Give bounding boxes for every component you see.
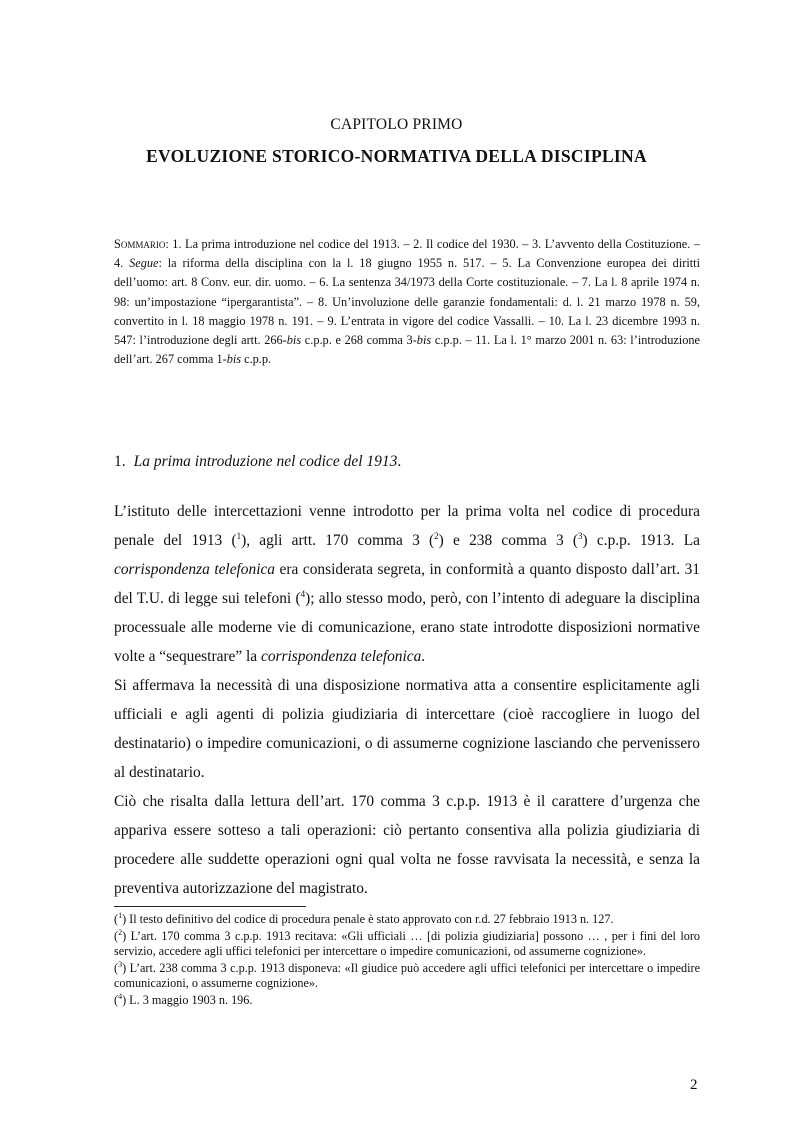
paragraph: Ciò che risalta dalla lettura dell’art. 170 comma 3 c.p.p. 1913 è il carattere d’urgenza che appariva essere sotteso a tali operazioni: ciò pertanto consentiva alla polizia giudiziaria di procedere alle suddette operazioni ogni qual volta ne fosse ravvisata la necessità, e senza la preventiva autorizzazione del magistrato. xyxy=(114,793,700,897)
text-run: ) e 238 comma 3 ( xyxy=(438,532,579,549)
footnote: ($^4$) L. 3 maggio 1903 n. 196. xyxy=(114,991,253,1007)
footnote: ($^3$) L’art. 238 comma 3 c.p.p. 1913 disponeva: «Il giudice può accedere agli uffici telefonici per intercettare o impedire comunicazioni, o assumerne cognizione». xyxy=(114,959,700,990)
footnote-ref[interactable]: 2 xyxy=(434,531,439,541)
summary-text: : 1. La prima introduzione nel codice del 1913. – 2. Il codice del 1930. – 3. L’avvento della Costituzione. – 4. xyxy=(114,237,700,271)
section-title-end: . xyxy=(397,453,402,470)
section-number: 1. xyxy=(114,453,126,470)
footnote-text: Il testo definitivo del codice di procedura penale è stato approvato con r.d. 27 febbraio 1913 n. 127. xyxy=(126,912,614,926)
footnote-number: 3 xyxy=(118,959,123,969)
text-run: era considerata segreta, in conformità a quanto disposto dall’art. 31 del T.U. di legge sui telefoni ( xyxy=(114,561,700,607)
chapter-summary xyxy=(114,235,700,369)
section-heading xyxy=(114,453,401,471)
italic-term: corrispondenza telefonica xyxy=(114,561,275,578)
chapter-title: EVOLUZIONE STORICO-NORMATIVA DELLA DISCIPLINA xyxy=(146,146,647,166)
footnote-ref[interactable]: 4 xyxy=(300,589,306,599)
footnote: ($^2$) L’art. 170 comma 3 c.p.p. 1913 recitava: «Gli ufficiali … [di polizia giudiziaria] possono … , per i fini del loro servizio, accedere agli uffici telefonici per intercettare o impedire comunicazioni, od assumerne cognizione». xyxy=(114,927,700,958)
text-run: ), agli artt. 170 comma 3 ( xyxy=(241,532,435,549)
body-text xyxy=(114,497,700,903)
footnote-separator xyxy=(114,906,306,907)
summary-text: c.p.p. xyxy=(241,352,272,367)
text-run: ) c.p.p. 1913. La xyxy=(582,532,701,549)
summary-text: : la riforma della disciplina con la l. 18 giugno 1955 n. 517. – 5. La Convenzione europea dei diritti dell’uomo: art. 8 Conv. eur. dir. uomo. – 6. La sentenza 34/1973 della Corte costituzionale. – 7. La l. 8 aprile 1974 n. 98: un’impostazione “ipergarantista”. – 8. Un’involuzione delle garanzie fondamentali: d. l. 21 marzo 1978 n. 59, convertito in l. 18 maggio 1978 n. 191. – 9. L’entrata in vigore del codice Vassalli. – 10. La l. 23 dicembre 1993 n. 547: l’introduzione degli artt. 266- xyxy=(114,256,701,348)
summary-text: c.p.p. e 268 comma 3- xyxy=(301,333,417,348)
footnote-ref[interactable]: 1 xyxy=(236,531,242,541)
footnote: ($^1$) Il testo definitivo del codice di procedura penale è stato approvato con r.d. 27 febbraio 1913 n. 127. xyxy=(114,911,614,926)
footnote-number: 4 xyxy=(118,991,123,1001)
text-run: L’istituto delle intercettazioni venne introdotto per la prima volta nel codice di procedura penale del 1913 ( xyxy=(114,503,700,549)
paragraph xyxy=(114,497,700,671)
summary-italic: bis xyxy=(286,333,302,348)
footnote-number: 2 xyxy=(118,927,123,937)
footnotes xyxy=(114,912,700,1009)
summary-italic: bis xyxy=(416,333,432,348)
summary-italic: bis xyxy=(226,352,242,367)
summary-label: Sommario xyxy=(114,237,166,251)
text-run: ); allo stesso modo, però, con l’intento di adeguare la disciplina processuale alle moderne vie di comunicazione, erano state introdotte disposizioni normative volte a “sequestrare” la xyxy=(114,590,700,665)
text-run: . xyxy=(421,648,426,665)
summary-italic: Segue xyxy=(129,256,159,271)
chapter-label: CAPITOLO PRIMO xyxy=(330,116,463,133)
footnote-number: 1 xyxy=(118,911,123,920)
summary-text: c.p.p. – 11. La l. 1° marzo 2001 n. 63: l’introduzione dell’art. 267 comma 1- xyxy=(114,333,700,367)
footnote-text: L’art. 238 comma 3 c.p.p. 1913 disponeva: «Il giudice può accedere agli uffici telefonici per intercettare o impedire comunicazioni, o assumerne cognizione». xyxy=(114,960,700,990)
section-title: La prima introduzione nel codice del 1913 xyxy=(133,453,398,470)
footnote-text: L’art. 170 comma 3 c.p.p. 1913 recitava: «Gli ufficiali … [di polizia giudiziaria] possono … , per i fini del loro servizio, accedere agli uffici telefonici per intercettare o impedire comunicazioni, od assumerne cognizione». xyxy=(114,928,700,958)
footnote-text: L. 3 maggio 1903 n. 196. xyxy=(126,992,253,1007)
italic-term: corrispondenza telefonica xyxy=(261,648,422,665)
paragraph: Si affermava la necessità di una disposizione normativa atta a consentire esplicitamente agli ufficiali e agli agenti di polizia giudiziaria di intercettare (cioè raccogliere in luogo del destinatario) o impedire comunicazioni, o di assumerne cognizione lasciando che pervenissero al destinatario. xyxy=(114,677,700,781)
footnote-ref[interactable]: 3 xyxy=(578,531,583,541)
page-number: 2 xyxy=(690,1077,698,1093)
